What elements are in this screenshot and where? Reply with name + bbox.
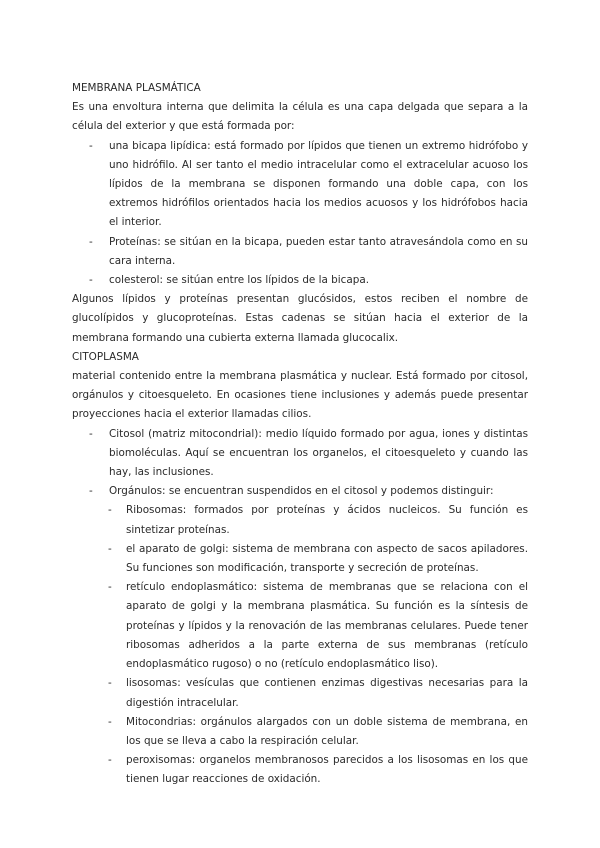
list-item: - Proteínas: se sitúan en la bicapa, pueden estar tanto atravesándola como en su cara interna. [72,233,528,271]
list-item: - lisosomas: vesículas que contienen enzimas digestivas necesarias para la digestión intracelular. [89,674,528,712]
sublist-wrapper [90,501,528,789]
bullet-list-membrana [72,137,528,291]
list-item: - Ribosomas: formados por proteínas y ácidos nucleicos. Su función es sintetizar proteínas. [89,501,528,539]
list-item: - Citosol (matriz mitocondrial): medio líquido formado por agua, iones y distintas biomoléculas. Aquí se encuentran los organelos, el citoesqueleto y cuando las hay, las inclusiones. [72,425,528,483]
bullet-list-citoplasma [72,425,528,502]
list-item: - colesterol: se sitúan entre los lípidos de la bicapa. [72,271,528,290]
list-item [72,482,528,501]
list-item: - Mitocondrias: orgánulos alargados con un doble sistema de membrana, en los que se lleva a cabo la respiración celular. [89,713,528,751]
list-item-text: Orgánulos: se encuentran suspendidos en el citosol y podemos distinguir: [109,485,494,498]
section-heading-citoplasma: CITOPLASMA [72,350,139,363]
list-item: - una bicapa lipídica: está formado por lípidos que tienen un extremo hidrófobo y uno hidrófilo. Al ser tanto el medio intracelular como el extracelular acuoso los lípidos de la membrana se disponen formando una doble capa, con los extremos hidrófilos orientados hacia los medios acuosos y los hidrófobos hacia el interior. [72,137,528,233]
list-item: - peroxisomas: organelos membranosos parecidos a los lisosomas en los que tienen lugar reacciones de oxidación. [89,751,528,789]
section-intro-membrana: Es una envoltura interna que delimita la célula es una capa delgada que separa a la célula del exterior y que está formada por: [72,101,528,133]
list-item: - retículo endoplasmático: sistema de membranas que se relaciona con el aparato de golgi y la membrana plasmática. Su función es la síntesis de proteínas y lípidos y la renovación de las membranas celulares. Puede tener ribosomas adheridos a la parte externa de sus membranas (retículo endoplasmático rugoso) o no (retículo endoplasmático liso). [89,578,528,674]
section-outro-membrana: Algunos lípidos y proteínas presentan glucósidos, estos reciben el nombre de glucolípidos y glucoproteínas. Estas cadenas se sitúan hacia el exterior de la membrana formando una cubierta externa llamada glucocalix. [72,293,528,344]
section-intro-citoplasma: material contenido entre la membrana plasmática y nuclear. Está formado por citosol, orgánulos y citoesqueleto. En ocasiones tiene inclusiones y además puede presentar proyecciones hacia el exterior llamadas cilios. [72,370,528,421]
bullet-sublist-organulos [89,501,528,789]
list-item: - el aparato de golgi: sistema de membrana con aspecto de sacos apiladores. Su funciones son modificación, transporte y secreción de proteínas. [89,540,528,578]
section-heading-membrana: MEMBRANA PLASMÁTICA [72,82,201,94]
